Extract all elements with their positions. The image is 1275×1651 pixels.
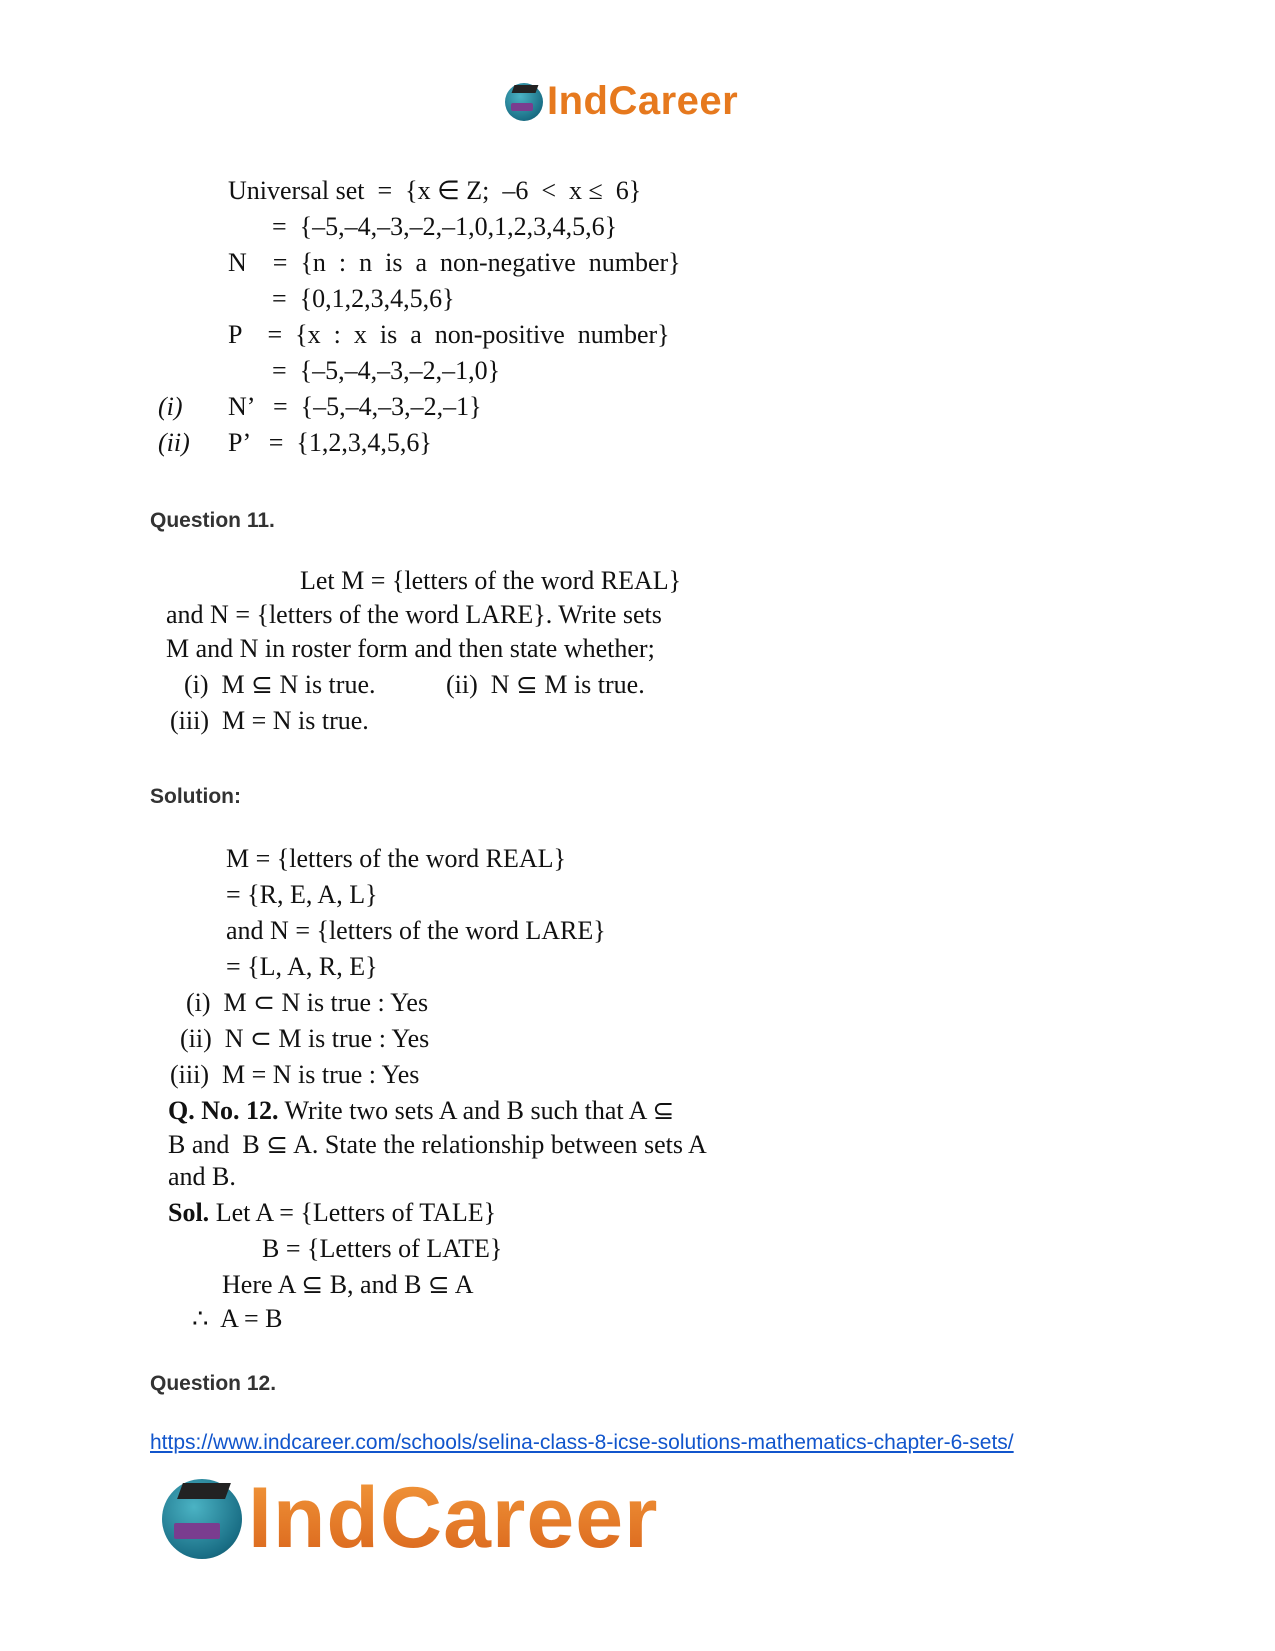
solution-line: (iii) M = N is true : Yes bbox=[170, 1060, 420, 1089]
q12-line bbox=[168, 1096, 674, 1126]
part-label: (i) bbox=[158, 392, 183, 421]
indcareer-logo-icon bbox=[505, 81, 545, 121]
solution-line: (i) M ⊂ N is true : Yes bbox=[186, 988, 429, 1017]
question-line: M and N in roster form and then state whether; bbox=[166, 634, 655, 663]
question-line: and N = {letters of the word LARE}. Write sets bbox=[166, 600, 662, 629]
q12-line: and B. bbox=[168, 1162, 236, 1191]
question-line: (i) M ⊆ N is true. bbox=[184, 670, 376, 699]
equation-line: N’ = {–5,–4,–3,–2,–1} bbox=[228, 392, 482, 421]
source-link[interactable]: https://www.indcareer.com/schools/selina-class-8-icse-solutions-mathematics-chapter-6-sets/ bbox=[150, 1431, 1014, 1454]
equation-line: Universal set = {x ∈ Z; –6 < x ≤ 6} bbox=[228, 176, 642, 205]
header-logo bbox=[505, 80, 738, 122]
sol-line: ∴ A = B bbox=[192, 1304, 283, 1333]
q12-line: B and B ⊆ A. State the relationship between sets A bbox=[168, 1130, 707, 1159]
equation-line: P = {x : x is a non-positive number} bbox=[228, 320, 670, 349]
part-label: (ii) bbox=[158, 428, 190, 457]
question-11-heading: Question 11. bbox=[150, 509, 275, 532]
sol-line: Here A ⊆ B, and B ⊆ A bbox=[222, 1270, 474, 1299]
q12-label: Q. No. 12. bbox=[168, 1096, 279, 1125]
sol-label: Sol. bbox=[168, 1198, 210, 1227]
solution-line: M = {letters of the word REAL} bbox=[226, 844, 567, 873]
equation-line: P’ = {1,2,3,4,5,6} bbox=[228, 428, 432, 457]
sol-text: Let A = {Letters of TALE} bbox=[209, 1198, 497, 1227]
question-line: Let M = {letters of the word REAL} bbox=[300, 566, 682, 595]
equation-line: = {–5,–4,–3,–2,–1,0} bbox=[272, 356, 501, 385]
solution-line: = {L, A, R, E} bbox=[226, 952, 378, 981]
question-line: (ii) N ⊆ M is true. bbox=[446, 670, 645, 699]
equation-line: = {–5,–4,–3,–2,–1,0,1,2,3,4,5,6} bbox=[272, 212, 618, 241]
equation-line: = {0,1,2,3,4,5,6} bbox=[272, 284, 455, 313]
question-12-heading: Question 12. bbox=[150, 1372, 277, 1395]
q12-text: Write two sets A and B such that A ⊆ bbox=[278, 1096, 675, 1125]
header-logo-text: IndCareer bbox=[547, 78, 739, 123]
solution-line: (ii) N ⊂ M is true : Yes bbox=[180, 1024, 430, 1053]
sol-line bbox=[168, 1198, 496, 1228]
footer-logo-text: IndCareer bbox=[248, 1469, 659, 1566]
footer-logo bbox=[162, 1469, 659, 1566]
indcareer-logo-icon bbox=[162, 1477, 244, 1559]
question-line: (iii) M = N is true. bbox=[170, 706, 369, 735]
solution-heading: Solution: bbox=[150, 785, 241, 808]
equation-line: N = {n : n is a non-negative number} bbox=[228, 248, 681, 277]
sol-line: B = {Letters of LATE} bbox=[262, 1234, 503, 1263]
solution-line: = {R, E, A, L} bbox=[226, 880, 378, 909]
solution-line: and N = {letters of the word LARE} bbox=[226, 916, 606, 945]
